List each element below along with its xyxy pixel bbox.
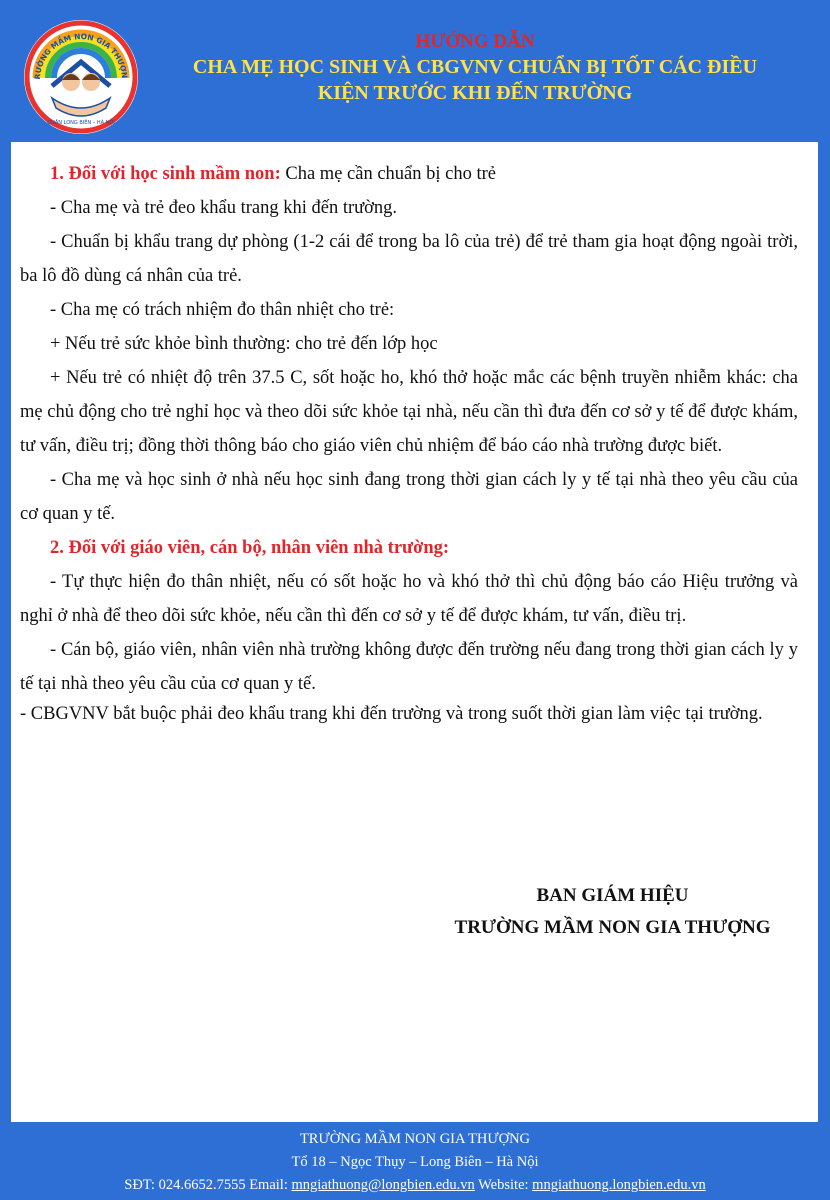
section-2-paragraph: - CBGVNV bắt buộc phải đeo khẩu trang khi đến trường và trong suốt thời gian làm việc tại trường.: [20, 704, 763, 724]
section-1-heading-rest: Cha mẹ cần chuẩn bị cho trẻ: [280, 164, 496, 184]
section-1-paragraph: - Cha mẹ và trẻ đeo khẩu trang khi đến trường.: [50, 198, 398, 218]
section-2-heading: 2. Đối với giáo viên, cán bộ, nhân viên nhà trường:: [50, 538, 450, 558]
signature-title: BAN GIÁM HIỆU: [536, 885, 689, 906]
section-1-heading-paragraph: [20, 157, 798, 191]
title-line-3: KIỆN TRƯỚC KHI ĐẾN TRƯỜNG: [317, 82, 633, 104]
footer-contact: [0, 1174, 830, 1197]
footer-phone: SĐT: 024.6652.7555 Email:: [124, 1177, 292, 1193]
section-1-heading: 1. Đối với học sinh mầm non:: [50, 164, 281, 184]
section-1-paragraph: - Chuẩn bị khẩu trang dự phòng (1-2 cái để trong ba lô của trẻ) để trẻ tham gia hoạt động ngoài trời, ba lô đồ dùng cá nhân của trẻ.: [20, 232, 798, 286]
section-2-paragraph: - Tự thực hiện đo thân nhiệt, nếu có sốt hoặc ho và khó thở thì chủ động báo cáo Hiệu trưởng và nghỉ ở nhà để theo dõi sức khỏe, nếu cần thì đến cơ sở y tế để được khám, tư vấn, điều trị.: [20, 572, 798, 626]
footer-website-label: Website:: [474, 1177, 533, 1193]
signature-school: TRƯỜNG MẦM NON GIA THƯỢNG: [454, 917, 771, 938]
footer-website-link[interactable]: mngiathuong.longbien.edu.vn: [532, 1177, 706, 1193]
school-logo: [22, 18, 140, 136]
page-footer: [0, 1128, 830, 1200]
section-1-paragraph: + Nếu trẻ có nhiệt độ trên 37.5 C, sốt hoặc ho, khó thở hoặc mắc các bệnh truyền nhiễm khác: cha mẹ chủ động cho trẻ nghỉ học và theo dõi sức khỏe tại nhà, nếu cần thì đưa đến cơ sở y tế để được khám, tư vấn, điều trị; đồng thời thông báo cho giáo viên chủ nhiệm để báo cáo nhà trường được biết.: [20, 368, 798, 456]
page-header: [0, 0, 830, 140]
document-body: [20, 157, 798, 727]
document-title: [150, 30, 800, 106]
section-2-paragraph: - Cán bộ, giáo viên, nhân viên nhà trường không được đến trường nếu đang trong thời gian cách ly y tế tại nhà theo yêu cầu của cơ quan y tế.: [20, 640, 798, 694]
signature-block: [420, 880, 805, 944]
footer-address: Tổ 18 – Ngọc Thụy – Long Biên – Hà Nội: [291, 1154, 539, 1170]
footer-school-name: TRƯỜNG MẦM NON GIA THƯỢNG: [299, 1131, 531, 1147]
section-1-paragraph: + Nếu trẻ sức khỏe bình thường: cho trẻ đến lớp học: [50, 334, 438, 354]
logo-school-name: RƯỜNG MẦM NON GIA THƯỢN: [32, 31, 130, 80]
logo-subtext: QUẬN LONG BIÊN – HÀ NỘI: [47, 120, 115, 126]
footer-email-link[interactable]: mngiathuong@longbien.edu.vn: [291, 1177, 475, 1193]
section-1-paragraph: - Cha mẹ và học sinh ở nhà nếu học sinh đang trong thời gian cách ly y tế tại nhà theo yêu cầu của cơ quan y tế.: [20, 470, 798, 524]
title-line-1: HƯỚNG DẪN: [415, 31, 535, 52]
section-1-paragraph: - Cha mẹ có trách nhiệm đo thân nhiệt cho trẻ:: [50, 300, 395, 320]
title-line-2: CHA MẸ HỌC SINH VÀ CBGVNV CHUẨN BỊ TỐT CÁC ĐIỀU: [192, 56, 758, 78]
